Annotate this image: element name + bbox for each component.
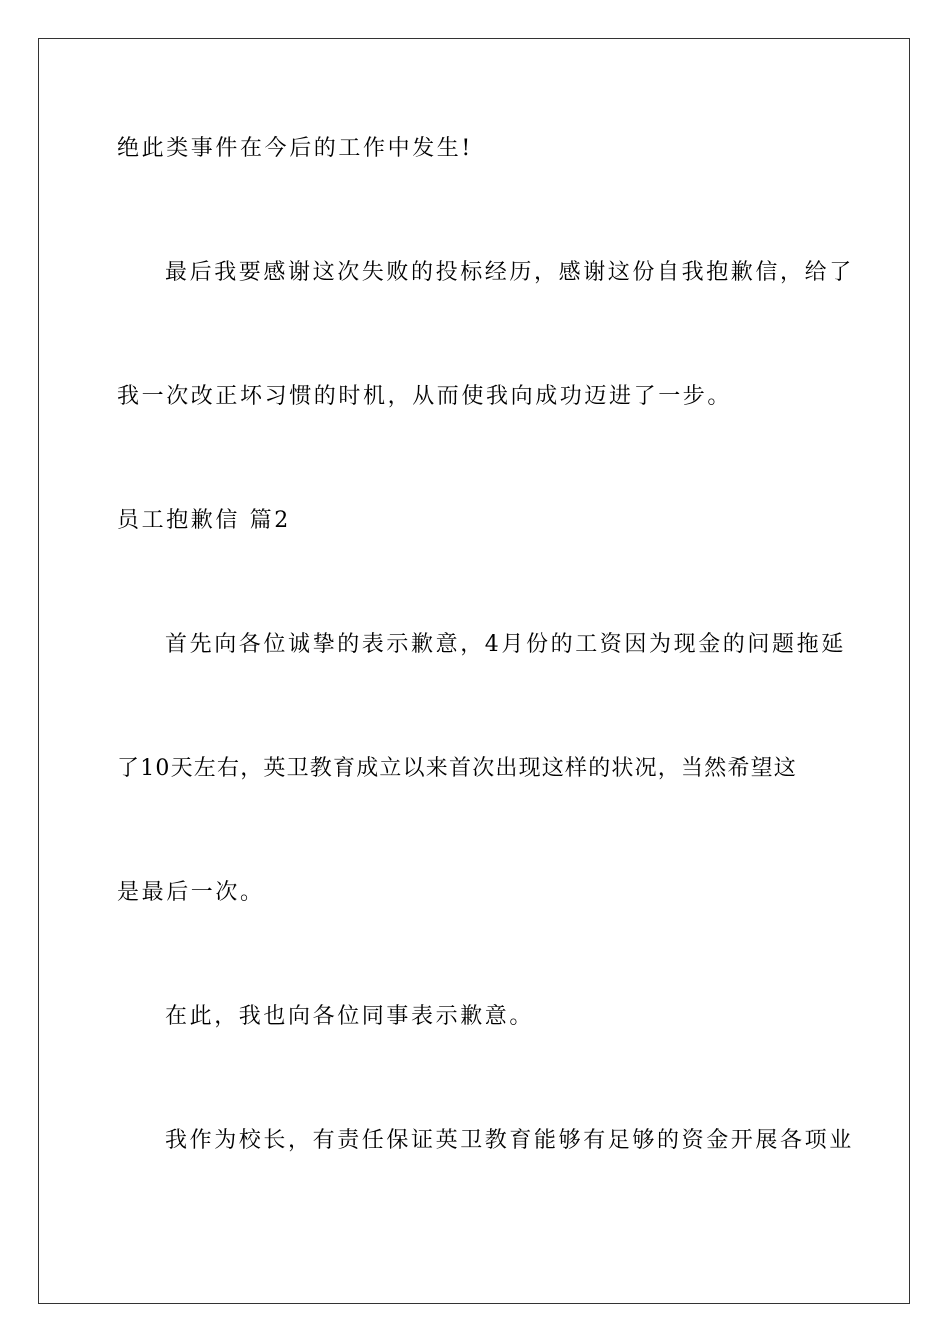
page-border: [38, 38, 910, 1304]
paragraph-line-6: 是最后一次。: [117, 880, 265, 905]
paragraph-line-2: 最后我要感谢这次失败的投标经历，感谢这份自我抱歉信，给了: [165, 260, 854, 285]
paragraph-line-1: 绝此类事件在今后的工作中发生!: [117, 136, 473, 161]
paragraph-line-7: 在此，我也向各位同事表示歉意。: [165, 1004, 535, 1029]
paragraph-line-5: 了10天左右，英卫教育成立以来首次出现这样的状况，当然希望这: [117, 756, 797, 781]
paragraph-line-8: 我作为校长，有责任保证英卫教育能够有足够的资金开展各项业: [165, 1128, 854, 1153]
paragraph-line-3: 我一次改正坏习惯的时机，从而使我向成功迈进了一步。: [117, 384, 733, 409]
paragraph-line-4: 首先向各位诚挚的表示歉意，4月份的工资因为现金的问题拖延: [165, 632, 846, 657]
section-heading: 员工抱歉信 篇2: [117, 508, 291, 533]
